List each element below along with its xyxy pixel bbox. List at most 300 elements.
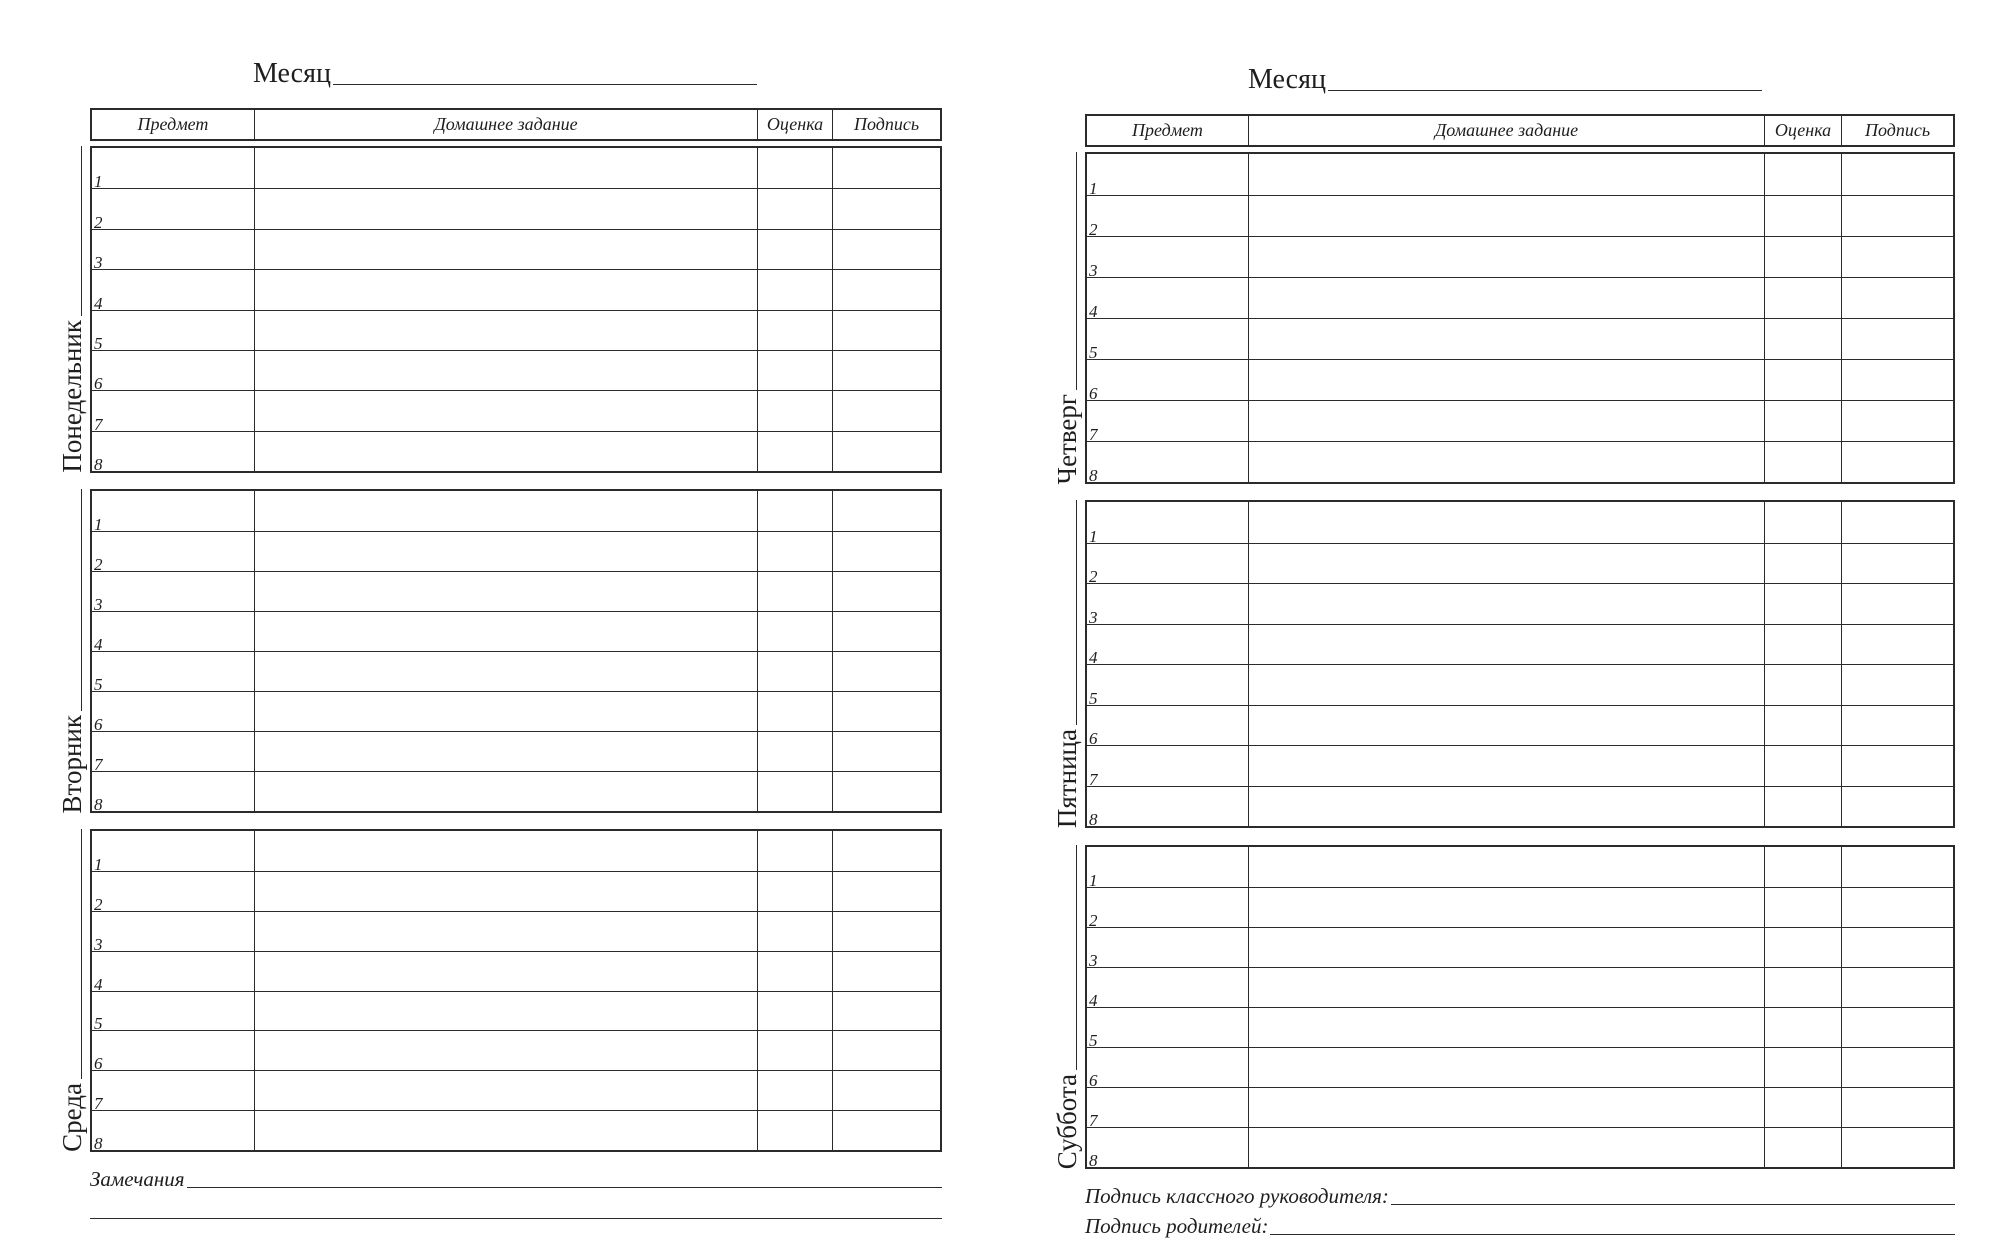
lesson-row [1087, 1127, 1953, 1170]
grade-cell[interactable] [1764, 360, 1841, 400]
lesson-row [1087, 664, 1953, 708]
column-grade: Оценка [1764, 116, 1841, 145]
signature-cell[interactable] [1841, 968, 1953, 1007]
signature-cell[interactable] [1841, 888, 1953, 927]
signature-cell[interactable] [1841, 154, 1953, 195]
grade-cell[interactable] [757, 148, 832, 188]
homework-cell[interactable] [254, 351, 757, 390]
notes-input-line[interactable] [187, 1187, 942, 1188]
lesson-number: 7 [1089, 769, 1098, 789]
signature-cell[interactable] [1841, 1048, 1953, 1087]
column-signature: Подпись [832, 110, 940, 139]
lesson-row [92, 431, 940, 474]
lesson-number: 2 [94, 555, 103, 574]
grade-cell[interactable] [1764, 584, 1841, 624]
lesson-number: 4 [1089, 302, 1098, 321]
notes-field[interactable] [90, 1169, 942, 1190]
subject-cell[interactable] [1087, 154, 1248, 198]
day-name: Пятница [1052, 728, 1082, 828]
grade-cell[interactable] [757, 952, 832, 991]
lesson-number: 5 [94, 1014, 103, 1034]
column-homework: Домашнее задание [254, 110, 757, 139]
signature-cell[interactable] [1841, 746, 1953, 786]
signature-cell[interactable] [1841, 196, 1953, 236]
lesson-number: 3 [94, 595, 103, 614]
day-label-friday [1049, 500, 1085, 828]
subject-cell[interactable] [1087, 502, 1248, 546]
subject-cell[interactable] [1087, 787, 1248, 827]
month-input-line[interactable] [1328, 90, 1762, 91]
subject-cell[interactable] [92, 772, 254, 814]
signature-cell[interactable] [832, 872, 940, 911]
lesson-number: 8 [1089, 1151, 1098, 1170]
lesson-row [92, 188, 940, 232]
grade-cell[interactable] [1764, 154, 1841, 195]
lesson-number: 7 [94, 755, 103, 774]
subject-cell[interactable] [1087, 928, 1248, 970]
grade-cell[interactable] [1764, 442, 1841, 482]
lesson-number: 8 [94, 1134, 103, 1153]
signature-cell[interactable] [832, 692, 940, 731]
column-header [90, 108, 942, 141]
grade-cell[interactable] [757, 1071, 832, 1110]
homework-cell[interactable] [254, 952, 757, 991]
lesson-number: 8 [1089, 810, 1098, 829]
lesson-number: 8 [94, 455, 103, 474]
subject-cell[interactable] [92, 491, 254, 534]
subject-cell[interactable] [92, 189, 254, 232]
grade-cell[interactable] [757, 612, 832, 651]
homework-cell[interactable] [254, 652, 757, 691]
teacher-signature-line[interactable] [1391, 1204, 1955, 1205]
lesson-row [1087, 1087, 1953, 1130]
lesson-number: 2 [1089, 911, 1098, 930]
homework-cell[interactable] [254, 572, 757, 611]
grade-cell[interactable] [757, 1111, 832, 1150]
signature-cell[interactable] [832, 148, 940, 188]
teacher-signature-field[interactable] [1085, 1186, 1955, 1207]
grade-cell[interactable] [757, 732, 832, 771]
homework-cell[interactable] [254, 532, 757, 571]
signature-cell[interactable] [1841, 360, 1953, 400]
lesson-row [92, 1110, 940, 1153]
homework-cell[interactable] [254, 311, 757, 350]
subject-cell[interactable] [1087, 584, 1248, 627]
subject-cell[interactable] [92, 612, 254, 654]
lesson-row [92, 651, 940, 694]
lesson-row [92, 390, 940, 434]
homework-cell[interactable] [254, 912, 757, 951]
lesson-row [92, 148, 940, 192]
subject-cell[interactable] [92, 1071, 254, 1114]
lesson-number: 1 [1089, 179, 1098, 198]
homework-cell[interactable] [254, 148, 757, 188]
homework-cell[interactable] [1248, 1008, 1764, 1047]
subject-cell[interactable] [92, 432, 254, 474]
signature-cell[interactable] [1841, 544, 1953, 584]
subject-cell[interactable] [1087, 401, 1248, 444]
grade-cell[interactable] [1764, 847, 1841, 887]
lesson-number: 5 [94, 675, 103, 694]
grade-cell[interactable] [1764, 665, 1841, 705]
grade-cell[interactable] [1764, 888, 1841, 927]
signature-cell[interactable] [1841, 1128, 1953, 1167]
day-name: Среда [57, 1083, 87, 1152]
day-block-friday [1049, 500, 1955, 828]
subject-cell[interactable] [92, 652, 254, 694]
grade-cell[interactable] [1764, 1088, 1841, 1127]
grade-cell[interactable] [1764, 1128, 1841, 1167]
subject-cell[interactable] [1087, 746, 1248, 789]
subject-cell[interactable] [92, 692, 254, 734]
lesson-row [92, 571, 940, 614]
signature-cell[interactable] [1841, 706, 1953, 746]
grade-cell[interactable] [757, 491, 832, 531]
day-block-thursday [1049, 152, 1955, 484]
grade-cell[interactable] [1764, 746, 1841, 786]
signature-cell[interactable] [1841, 237, 1953, 277]
signature-cell[interactable] [1841, 442, 1953, 482]
lesson-number: 4 [1089, 991, 1098, 1010]
lesson-number: 6 [94, 1054, 103, 1074]
subject-cell[interactable] [1087, 319, 1248, 362]
homework-cell[interactable] [1248, 401, 1764, 441]
grade-cell[interactable] [757, 189, 832, 228]
lesson-number: 1 [1089, 526, 1098, 546]
signature-cell[interactable] [832, 572, 940, 611]
homework-cell[interactable] [1248, 847, 1764, 887]
subject-cell[interactable] [92, 532, 254, 574]
lesson-row [1087, 624, 1953, 665]
lesson-rows [92, 491, 940, 814]
homework-cell[interactable] [1248, 442, 1764, 482]
homework-cell[interactable] [254, 692, 757, 731]
month-label: Месяц [1248, 64, 1326, 95]
subject-cell[interactable] [1087, 1048, 1248, 1090]
signature-cell[interactable] [832, 612, 940, 651]
grade-cell[interactable] [757, 872, 832, 911]
subject-cell[interactable] [92, 872, 254, 914]
lesson-row [1087, 543, 1953, 584]
signature-cell[interactable] [832, 1071, 940, 1110]
signature-cell[interactable] [832, 732, 940, 771]
signature-cell[interactable] [1841, 319, 1953, 359]
homework-cell[interactable] [1248, 196, 1764, 236]
lesson-number: 5 [1089, 1031, 1098, 1050]
subject-cell[interactable] [92, 992, 254, 1034]
lesson-row [1087, 847, 1953, 890]
homework-cell[interactable] [254, 992, 757, 1031]
lesson-number: 4 [94, 293, 103, 313]
day-block-monday [54, 146, 942, 473]
notes-label: Замечания [90, 1167, 185, 1191]
signature-cell[interactable] [1841, 584, 1953, 624]
homework-cell[interactable] [1248, 154, 1764, 195]
grade-cell[interactable] [1764, 319, 1841, 359]
lesson-row [92, 771, 940, 814]
lesson-rows [1087, 847, 1953, 1170]
homework-cell[interactable] [254, 189, 757, 228]
subject-cell[interactable] [1087, 968, 1248, 1010]
grade-cell[interactable] [1764, 196, 1841, 236]
lesson-number: 7 [1089, 1111, 1098, 1130]
signature-cell[interactable] [1841, 787, 1953, 827]
lesson-grid [1085, 845, 1955, 1169]
homework-cell[interactable] [254, 872, 757, 911]
signature-cell[interactable] [832, 831, 940, 871]
homework-cell[interactable] [1248, 888, 1764, 927]
homework-cell[interactable] [1248, 968, 1764, 1007]
grade-cell[interactable] [757, 311, 832, 350]
homework-cell[interactable] [254, 1031, 757, 1070]
grade-cell[interactable] [757, 391, 832, 430]
grade-cell[interactable] [1764, 625, 1841, 665]
lesson-row [1087, 195, 1953, 239]
lesson-grid [90, 489, 942, 813]
lesson-number: 2 [94, 894, 103, 914]
grade-cell[interactable] [1764, 401, 1841, 441]
grade-cell[interactable] [1764, 278, 1841, 318]
lesson-rows [92, 148, 940, 474]
lesson-number: 3 [1089, 261, 1098, 280]
grade-cell[interactable] [757, 351, 832, 390]
signature-cell[interactable] [1841, 928, 1953, 967]
signature-cell[interactable] [1841, 847, 1953, 887]
lesson-rows [1087, 502, 1953, 829]
lesson-row [92, 951, 940, 994]
day-underline [1076, 152, 1077, 390]
homework-cell[interactable] [254, 491, 757, 531]
subject-cell[interactable] [92, 732, 254, 774]
subject-cell[interactable] [92, 912, 254, 954]
signature-cell[interactable] [832, 772, 940, 811]
homework-cell[interactable] [1248, 278, 1764, 318]
day-label-thursday [1049, 152, 1085, 484]
lesson-row [92, 491, 940, 534]
grade-cell[interactable] [757, 912, 832, 951]
signature-cell[interactable] [832, 652, 940, 691]
homework-cell[interactable] [254, 831, 757, 871]
lesson-row [1087, 441, 1953, 485]
grade-cell[interactable] [1764, 928, 1841, 967]
lesson-row [1087, 1047, 1953, 1090]
subject-cell[interactable] [1087, 1008, 1248, 1050]
grade-cell[interactable] [757, 230, 832, 269]
lesson-number: 6 [94, 374, 103, 394]
grade-cell[interactable] [1764, 502, 1841, 543]
grade-cell[interactable] [757, 692, 832, 731]
homework-cell[interactable] [1248, 237, 1764, 277]
day-underline [81, 829, 82, 1079]
subject-cell[interactable] [92, 270, 254, 313]
subject-cell[interactable] [1087, 665, 1248, 708]
subject-cell[interactable] [92, 1031, 254, 1074]
homework-cell[interactable] [1248, 1048, 1764, 1087]
homework-cell[interactable] [1248, 319, 1764, 359]
lesson-row [1087, 745, 1953, 789]
subject-cell[interactable] [92, 148, 254, 192]
signature-cell[interactable] [1841, 278, 1953, 318]
homework-cell[interactable] [1248, 787, 1764, 827]
grade-cell[interactable] [1764, 706, 1841, 746]
lesson-number: 4 [94, 974, 103, 994]
lesson-row [1087, 927, 1953, 970]
homework-cell[interactable] [1248, 928, 1764, 967]
day-block-saturday [1049, 845, 1955, 1169]
subject-cell[interactable] [1087, 442, 1248, 485]
homework-cell[interactable] [1248, 665, 1764, 705]
lesson-row [1087, 359, 1953, 403]
lesson-number: 2 [1089, 220, 1098, 239]
lesson-number: 1 [1089, 871, 1098, 890]
signature-cell[interactable] [1841, 502, 1953, 543]
subject-cell[interactable] [1087, 196, 1248, 239]
lesson-number: 1 [94, 854, 103, 874]
signature-cell[interactable] [1841, 401, 1953, 441]
grade-cell[interactable] [757, 532, 832, 571]
homework-cell[interactable] [1248, 360, 1764, 400]
homework-cell[interactable] [1248, 706, 1764, 746]
lesson-row [92, 871, 940, 914]
grade-cell[interactable] [757, 572, 832, 611]
subject-cell[interactable] [1087, 1128, 1248, 1170]
subject-cell[interactable] [1087, 847, 1248, 890]
notes-extra-line[interactable] [90, 1218, 942, 1219]
lesson-row [92, 310, 940, 353]
grade-cell[interactable] [757, 831, 832, 871]
subject-cell[interactable] [92, 311, 254, 353]
homework-cell[interactable] [1248, 502, 1764, 543]
signature-cell[interactable] [832, 391, 940, 430]
homework-cell[interactable] [254, 432, 757, 471]
day-underline [81, 146, 82, 316]
signature-cell[interactable] [832, 912, 940, 951]
grade-cell[interactable] [757, 772, 832, 811]
subject-cell[interactable] [92, 831, 254, 874]
parent-signature-line[interactable] [1270, 1234, 1955, 1235]
homework-cell[interactable] [254, 732, 757, 771]
day-block-wednesday [54, 829, 942, 1152]
homework-cell[interactable] [254, 1111, 757, 1150]
lesson-row [92, 831, 940, 874]
grade-cell[interactable] [757, 1031, 832, 1070]
grade-cell[interactable] [757, 270, 832, 309]
subject-cell[interactable] [1087, 278, 1248, 321]
homework-cell[interactable] [1248, 746, 1764, 786]
grade-cell[interactable] [757, 432, 832, 471]
column-header [1085, 114, 1955, 147]
signature-cell[interactable] [832, 1031, 940, 1070]
signature-cell[interactable] [832, 351, 940, 390]
month-field[interactable] [1248, 66, 1762, 94]
lesson-row [1087, 705, 1953, 746]
signature-cell[interactable] [832, 432, 940, 471]
subject-cell[interactable] [1087, 544, 1248, 584]
teacher-signature-label: Подпись классного руководителя: [1085, 1184, 1389, 1208]
grade-cell[interactable] [1764, 1048, 1841, 1087]
lesson-number: 5 [1089, 688, 1098, 708]
homework-cell[interactable] [1248, 625, 1764, 665]
homework-cell[interactable] [254, 391, 757, 430]
month-input-line[interactable] [333, 84, 757, 85]
column-grade: Оценка [757, 110, 832, 139]
signature-cell[interactable] [832, 270, 940, 309]
grade-cell[interactable] [757, 652, 832, 691]
signature-cell[interactable] [832, 532, 940, 571]
grade-cell[interactable] [1764, 787, 1841, 827]
homework-cell[interactable] [254, 612, 757, 651]
signature-cell[interactable] [832, 311, 940, 350]
subject-cell[interactable] [1087, 888, 1248, 930]
column-subject: Предмет [1132, 120, 1203, 140]
day-block-tuesday [54, 489, 942, 813]
parent-signature-field[interactable] [1085, 1216, 1955, 1237]
grade-cell[interactable] [1764, 1008, 1841, 1047]
subject-cell[interactable] [92, 391, 254, 434]
homework-cell[interactable] [254, 1071, 757, 1110]
lesson-number: 2 [1089, 567, 1098, 586]
signature-cell[interactable] [832, 952, 940, 991]
subject-cell[interactable] [1087, 237, 1248, 280]
signature-cell[interactable] [832, 189, 940, 228]
grade-cell[interactable] [1764, 237, 1841, 277]
subject-cell[interactable] [92, 230, 254, 273]
grade-cell[interactable] [757, 992, 832, 1031]
lesson-row [92, 911, 940, 954]
homework-cell[interactable] [254, 772, 757, 811]
subject-cell[interactable] [1087, 706, 1248, 746]
signature-cell[interactable] [1841, 665, 1953, 705]
signature-cell[interactable] [832, 230, 940, 269]
month-field[interactable] [253, 60, 757, 88]
signature-cell[interactable] [832, 1111, 940, 1150]
lesson-number: 8 [94, 795, 103, 814]
homework-cell[interactable] [1248, 584, 1764, 624]
grade-cell[interactable] [1764, 544, 1841, 584]
homework-cell[interactable] [1248, 1128, 1764, 1167]
lesson-number: 7 [94, 414, 103, 434]
signature-cell[interactable] [1841, 1088, 1953, 1127]
homework-cell[interactable] [1248, 1088, 1764, 1127]
signature-cell[interactable] [832, 491, 940, 531]
subject-cell[interactable] [92, 351, 254, 394]
subject-cell[interactable] [1087, 1088, 1248, 1130]
subject-cell[interactable] [92, 1111, 254, 1153]
lesson-number: 4 [1089, 648, 1098, 667]
homework-cell[interactable] [1248, 544, 1764, 584]
subject-cell[interactable] [92, 952, 254, 994]
signature-cell[interactable] [832, 992, 940, 1031]
lesson-grid [90, 829, 942, 1152]
subject-cell[interactable] [92, 572, 254, 614]
lesson-number: 3 [94, 934, 103, 954]
homework-cell[interactable] [254, 230, 757, 269]
signature-cell[interactable] [1841, 625, 1953, 665]
day-underline [1076, 845, 1077, 1070]
lesson-number: 8 [1089, 466, 1098, 485]
lesson-row [92, 1070, 940, 1114]
signature-cell[interactable] [1841, 1008, 1953, 1047]
day-underline [1076, 500, 1077, 725]
day-label-tuesday [54, 489, 90, 813]
homework-cell[interactable] [254, 270, 757, 309]
grade-cell[interactable] [1764, 968, 1841, 1007]
subject-cell[interactable] [1087, 360, 1248, 403]
lesson-row [1087, 502, 1953, 546]
parent-signature-label: Подпись родителей: [1085, 1214, 1269, 1238]
day-underline [81, 489, 82, 711]
subject-cell[interactable] [1087, 625, 1248, 665]
